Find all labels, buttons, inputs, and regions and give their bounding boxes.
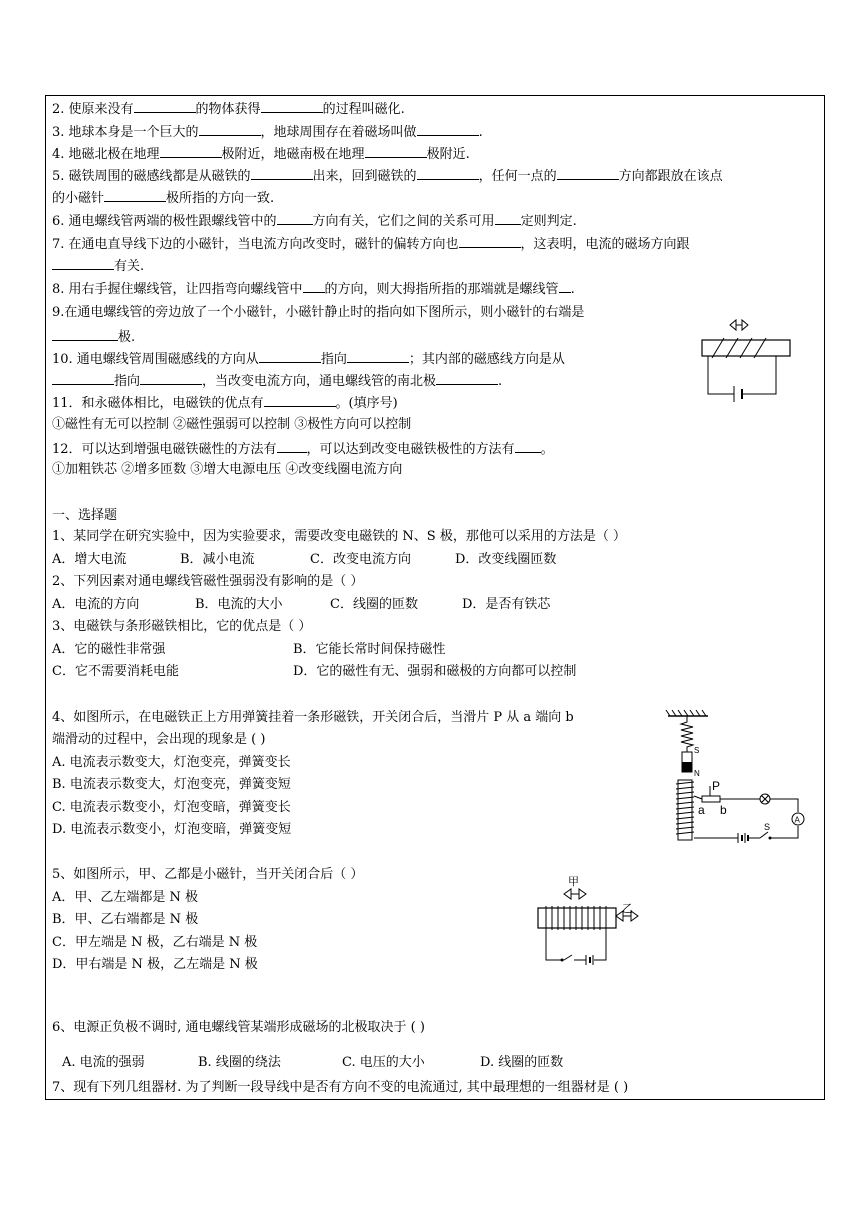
question-7-line1: 7. 在通电直导线下边的小磁针，当电流方向改变时，磁针的偏转方向也 ，这表明，电流的磁场方向跟 [52,237,690,252]
section-heading: 一、选择题 [52,508,118,523]
mc-q6-option-d: D. 线圈的匝数 [480,1055,564,1070]
mc-q5-option-b: B．甲、乙右端都是 N 极 [52,912,199,927]
mc-question-7: 7、现有下列几组器材. 为了判断一段导线中是否有方向不变的电流通过, 其中最理想的一组器材是 ( ) [52,1080,629,1095]
solenoid-compass-figure [690,312,800,412]
mc-question-6: 6、电源正负极不调时, 通电螺线管某端形成磁场的北极取决于 ( ) [52,1020,425,1035]
question-11-options: ①磁性有无可以控制 ②磁性强弱可以控制 ③极性方向可以控制 [52,417,412,432]
mc-q3-option-b: B．它能长常时间保持磁性 [293,642,446,657]
ceiling-support [666,710,708,716]
magnet-n-label: N [694,769,700,778]
question-10-line2: 指向 ，当改变电流方向，通电螺线管的南北极 . [52,372,502,390]
question-3: 3. 地球本身是一个巨大的 ，地球周围存在着磁场叫做 . [52,125,483,140]
question-5-line2: 的小磁针 极所指的方向一致. [52,191,275,206]
lamp-icon [760,794,770,804]
compass-yi-label: 乙 [622,903,633,915]
mc-question-4-line2: 端滑动的过程中，会出现的现象是 ( ) [52,732,266,747]
mc-q3-option-c: C．它不需要消耗电能 [52,664,179,679]
mc-q3-option-a: A．它的磁性非常强 [52,642,166,657]
question-12: 12．可以达到增强电磁铁磁性的方法有 ，可以达到改变电磁铁极性的方法有 。 [52,442,554,457]
mc-q5-option-a: A．甲、乙左端都是 N 极 [52,890,199,905]
compass-jia-label: 甲 [568,876,579,888]
battery-icon [738,833,748,843]
mc-q6-option-a: A. 电流的强弱 [62,1055,145,1070]
compass-jia-icon [564,889,586,899]
mc-q2-option-a: A．电流的方向 [52,597,140,612]
mc-q4-option-a: A. 电流表示数变大，灯泡变亮，弹簧变长 [52,755,291,770]
question-2: 2. 使原来没有 的物体获得 的过程叫磁化. [52,102,405,117]
circuit-wire [708,356,776,394]
mc-question-1: 1、某同学在研究实验中，因为实验要求，需要改变电磁铁的 N、S 极，那他可以采用的方法是（ ） [52,529,626,544]
mc-q3-option-d: D．它的磁性有无、强弱和磁极的方向都可以控制 [293,664,577,679]
mc-q2-option-c: C．线圈的匝数 [330,597,418,612]
mc-q5-option-d: D．甲右端是 N 极，乙左端是 N 极 [52,957,258,972]
switch-icon [561,955,573,962]
mc-question-3: 3、电磁铁与条形磁铁相比，它的优点是（ ） [52,619,312,634]
mc-q2-option-b: B．电流的大小 [195,597,283,612]
compass-needle-icon [730,320,748,330]
mc-q1-option-b: B．减小电流 [180,552,255,567]
question-11: 11．和永磁体相比，电磁铁的优点有 。(填序号) [52,396,398,411]
ammeter-icon [792,813,804,825]
mc-q6-option-b: B. 线圈的绕法 [198,1055,281,1070]
question-9-line2: 极. [52,328,135,346]
mc-q5-option-c: C．甲左端是 N 极，乙右端是 N 极 [52,935,258,950]
mc-q4-option-d: D. 电流表示数变小，灯泡变暗，弹簧变短 [52,822,292,837]
question-4: 4. 地磁北极在地理 极附近，地磁南极在地理 极附近. [52,147,470,162]
question-9-line1: 9.在通电螺线管的旁边放了一个小磁针，小磁针静止时的指向如下图所示，则小磁针的右端是 [52,305,585,320]
mc-question-5: 5、如图所示，甲、乙都是小磁针，当开关闭合后（ ） [52,867,364,882]
question-8: 8. 用右手握住螺线管，让四指弯向螺线管中 的方向，则大拇指所指的那端就是螺线管 . [52,282,575,297]
mc-q1-option-a: A．增大电流 [52,552,127,567]
mc-question-2: 2、下列因素对通电螺线管磁性强弱没有影响的是（ ） [52,574,364,589]
rheostat-a-label: a [698,803,705,817]
electromagnet-coil [676,782,694,834]
mc-q1-option-d: D．改变线圈匝数 [455,552,557,567]
switch-icon [760,822,772,840]
mc-q1-option-c: C．改变电流方向 [310,552,411,567]
circuit-wire [546,930,606,960]
coil-windings [712,338,766,358]
electromagnet-circuit-figure [660,708,810,858]
rheostat-b-label: b [720,803,727,817]
switch-label: S [764,822,771,832]
magnet-s-label: S [694,746,700,755]
question-12-options: ①加粗铁芯 ②增多匝数 ③增大电源电压 ④改变线圈电流方向 [52,462,403,477]
solenoid-core [538,908,616,928]
mc-q4-option-c: C. 电流表示数变小，灯泡变暗，弹簧变长 [52,800,291,815]
rheostat [702,796,720,802]
solenoid-two-compasses-figure [530,874,650,970]
mc-question-4-line1: 4、如图所示，在电磁铁正上方用弹簧挂着一条形磁铁，开关闭合后，当滑片 P 从 a 端向 b [52,710,574,725]
question-7-line2: 有关. [52,257,144,275]
mc-q4-option-b: B. 电流表示数变大，灯泡变亮，弹簧变短 [52,777,291,792]
question-6: 6. 通电螺线管两端的极性跟螺线管中的 方向有关，它们之间的关系可用 定则判定. [52,214,577,229]
slider-p-label: P [712,779,721,793]
coil-windings [546,906,606,930]
question-5-line1: 5. 磁铁周围的磁感线都是从磁铁的 出来，回到磁铁的 ，任何一点的 方向都跟放在该点 [52,169,723,184]
mc-q2-option-d: D．是否有铁芯 [462,597,551,612]
mc-q6-option-c: C. 电压的大小 [342,1055,425,1070]
question-10-line1: 10. 通电螺线管周围磁感线的方向从 指向 ；其内部的磁感线方向是从 [52,352,565,367]
svg-text:A: A [794,815,800,825]
spring-icon [681,716,693,752]
battery-icon [586,955,593,965]
battery-icon [734,386,742,402]
